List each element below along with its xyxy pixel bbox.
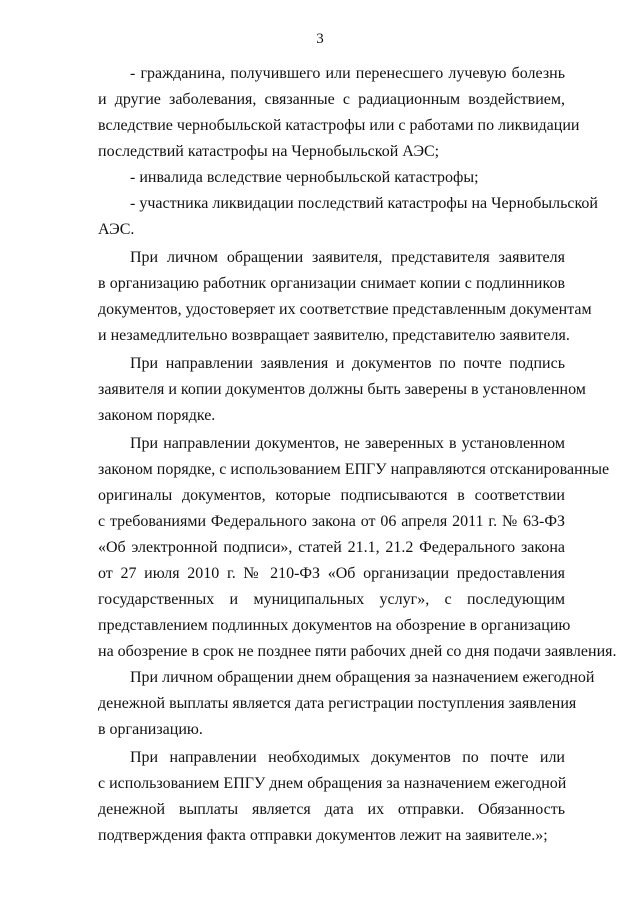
text-line: При личном обращении заявителя, представителя заявителя (130, 249, 565, 266)
text-line: и незамедлительно возвращает заявителю, представителю заявителя. (98, 327, 570, 344)
text-line: последствий катастрофы на Чернобыльской АЭС; (98, 143, 440, 160)
text-line: При направлении необходимых документов по почте или (130, 749, 565, 766)
text-line: - участника ликвидации последствий катастрофы на Чернобыльской (130, 195, 598, 212)
text-line: АЭС. (98, 221, 135, 238)
text-line: оригиналы документов, которые подписываются в соответствии (98, 487, 565, 504)
text-line: и другие заболевания, связанные с радиационным воздействием, (98, 91, 565, 108)
text-line: в организацию. (98, 721, 203, 738)
text-line: денежной выплаты является дата регистрации поступления заявления (98, 695, 577, 712)
text-line: заявителя и копии документов должны быть заверены в установленном (98, 381, 586, 398)
text-line: При личном обращении днем обращения за назначением ежегодной (130, 669, 595, 686)
text-line: представлением подлинных документов на обозрение в организацию (98, 617, 571, 634)
text-line: государственных и муниципальных услуг», с последующим (98, 591, 565, 608)
text-line: в организацию работник организации снимает копии с подлинников (98, 275, 565, 292)
text-line: - инвалида вследствие чернобыльской катастрофы; (130, 169, 479, 186)
text-line: вследствие чернобыльской катастрофы или с работами по ликвидации (98, 117, 580, 134)
page-number: 3 (316, 31, 324, 47)
text-line: с использованием ЕПГУ днем обращения за назначением ежегодной (98, 775, 567, 792)
text-line: «Об электронной подписи», статей 21.1, 21.2 Федерального закона (98, 539, 565, 556)
text-line: от 27 июля 2010 г. № 210-ФЗ «Об организации предоставления (98, 565, 565, 582)
text-line: с требованиями Федерального закона от 06 апреля 2011 г. № 63-ФЗ (98, 513, 565, 530)
text-line: При направлении заявления и документов по почте подпись (130, 355, 565, 372)
text-line: законом порядке. (98, 407, 216, 424)
text-line: денежной выплаты является дата их отправки. Обязанность (98, 801, 565, 818)
text-line: на обозрение в срок не позднее пяти рабочих дней со дня подачи заявления. (98, 643, 617, 660)
text-line: - гражданина, получившего или перенесшего лучевую болезнь (130, 65, 565, 82)
text-line: подтверждения факта отправки документов лежит на заявителе.»; (98, 827, 548, 844)
text-line: законом порядке, с использованием ЕПГУ направляются отсканированные (98, 461, 610, 478)
text-line: При направлении документов, не заверенных в установленном (130, 435, 565, 452)
text-line: документов, удостоверяет их соответствие представленным документам (98, 301, 592, 318)
